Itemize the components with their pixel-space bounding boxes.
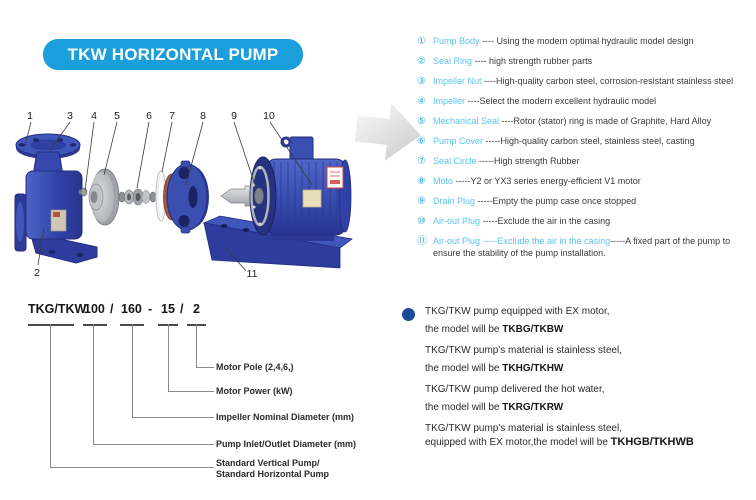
- connector-line: [93, 324, 94, 444]
- item-index: ⑨: [417, 195, 426, 207]
- variant-model-code: TKHGB/TKHWB: [610, 436, 694, 448]
- list-item: [417, 56, 756, 68]
- variant-item: [425, 306, 756, 335]
- list-item: [417, 116, 756, 128]
- part-number: 7: [169, 110, 175, 122]
- list-item: [417, 216, 756, 228]
- model-label-inlet-outlet: Pump Inlet/Outlet Diameter (mm): [216, 439, 357, 449]
- item-index: ①: [417, 36, 426, 47]
- part-name: Seal Ring: [433, 55, 473, 66]
- part-name: Mechanical Seal: [433, 115, 500, 126]
- model-token: /: [110, 302, 114, 316]
- connector-line: [196, 324, 197, 367]
- part-name: Impeller: [433, 95, 466, 106]
- variant-result-prefix: the model will be: [425, 324, 503, 335]
- list-item: [417, 156, 756, 168]
- part-desc: ----High-quality carbon steel, corrosion-resistant stainless steel: [481, 75, 734, 86]
- part-desc: ---- high strength rubber parts: [472, 55, 593, 66]
- variant-result: [425, 402, 756, 413]
- connector-line: [93, 444, 214, 445]
- part-desc: ---- Using the modern optimal hydraulic model design: [479, 36, 694, 46]
- part-number: 5: [114, 110, 120, 122]
- part-name: Pump Cover: [433, 135, 484, 146]
- part-number: 1: [27, 110, 33, 122]
- part-desc: ----Rotor (stator) ring is made of Graphite, Hard Alloy: [499, 115, 712, 126]
- part-number: 4: [91, 110, 97, 122]
- variant-condition: TKG/TKW pump's material is stainless steel,: [425, 423, 622, 434]
- variant-result: [425, 363, 756, 374]
- list-item: [417, 76, 756, 88]
- model-token: -: [148, 302, 153, 316]
- item-index: ⑩: [417, 215, 426, 227]
- connector-line: [196, 367, 214, 368]
- connector-line: [50, 324, 51, 467]
- page-title: TKW HORIZONTAL PUMP: [67, 44, 279, 64]
- token-underline: [83, 324, 107, 326]
- model-label-motor-pole: Motor Pole (2,4,6,): [216, 362, 294, 372]
- list-item: [417, 196, 756, 208]
- model-token: 100: [84, 302, 105, 316]
- model-token: 160: [121, 302, 142, 316]
- list-item: [417, 176, 756, 188]
- variant-model-code: TKHG/TKHW: [502, 363, 564, 374]
- part-name: Pump Body: [433, 36, 480, 46]
- connector-line: [132, 324, 133, 417]
- token-underline: [28, 324, 74, 326]
- part-desc: -----High-quality carbon steel, stainless steel, casting: [483, 135, 695, 146]
- connector-line: [132, 417, 214, 418]
- model-token: /: [180, 302, 184, 316]
- part-name: Seal Circle: [433, 155, 477, 166]
- variant-result: [425, 324, 756, 335]
- connector-line: [168, 324, 169, 391]
- item-index: ④: [417, 95, 426, 107]
- item-index: ②: [417, 55, 426, 67]
- variant-condition: TKG/TKW pump equipped with EX motor,: [425, 306, 610, 317]
- part-name: Drain Plug: [433, 195, 476, 206]
- model-label-pump-type-1: Standard Vertical Pump/: [216, 458, 320, 468]
- variant-result-prefix: the model will be: [425, 363, 503, 374]
- model-variants: [402, 306, 756, 458]
- model-label-pump-type-2: Standard Horizontal Pump: [216, 469, 330, 479]
- item-index: ③: [417, 75, 426, 87]
- model-token: TKG/TKW: [28, 302, 87, 316]
- variant-item: [425, 423, 756, 448]
- item-index: ⑦: [417, 155, 426, 167]
- item-index: ⑤: [417, 115, 426, 127]
- part-desc: -----Y2 or YX3 series energy-efficient V1 motor: [453, 175, 641, 186]
- variant-result: [425, 436, 756, 448]
- part-number: 11: [246, 268, 258, 280]
- part-name: Air-out Plug: [433, 215, 481, 226]
- list-item: [417, 136, 756, 148]
- part-name: Moto: [433, 175, 454, 186]
- part-number: 10: [263, 110, 275, 122]
- model-label-impeller-diameter: Impeller Nominal Diameter (mm): [216, 412, 355, 422]
- connector-line: [50, 467, 214, 468]
- item-index: ⑥: [417, 135, 426, 147]
- part-desc: -----High strength Rubber: [476, 155, 580, 166]
- part-number: 9: [231, 110, 237, 122]
- part-name: Air-out Plug -----Exclude the air in the casing: [433, 235, 611, 246]
- connector-line: [168, 391, 214, 392]
- variant-item: [425, 384, 756, 413]
- part-number: 3: [67, 110, 73, 122]
- part-number: 2: [34, 267, 40, 279]
- part-desc: -----Empty the pump case once stopped: [475, 195, 637, 206]
- part-desc: ----Select the modern excellent hydraulic model: [465, 95, 657, 106]
- parts-list: [417, 36, 756, 259]
- variant-condition: TKG/TKW pump delivered the hot water,: [425, 384, 605, 395]
- variant-result-prefix: equipped with EX motor,the model will be: [425, 437, 611, 448]
- variant-model-code: TKRG/TKRW: [502, 402, 564, 413]
- part-name: Impeller Nut: [433, 75, 482, 86]
- part-desc: -----Exclude the air in the casing: [480, 215, 611, 226]
- item-index: ⑧: [417, 175, 426, 187]
- part-number: 8: [200, 110, 206, 122]
- model-label-motor-power: Motor Power (kW): [216, 386, 293, 396]
- part-number: 6: [146, 110, 152, 122]
- part-desc: -----A fixed part of the pump to ensure the stability of the pump installation.: [433, 235, 731, 258]
- variant-result-prefix: the model will be: [425, 402, 503, 413]
- model-token: 15: [161, 302, 175, 316]
- model-token: 2: [193, 302, 200, 316]
- bullet-icon: [402, 308, 415, 321]
- item-index: ⑪: [417, 235, 427, 247]
- list-item: [417, 96, 756, 108]
- variant-condition: TKG/TKW pump's material is stainless steel,: [425, 345, 622, 356]
- list-item: [417, 236, 756, 259]
- variant-item: [425, 345, 756, 374]
- variant-model-code: TKBG/TKBW: [502, 324, 564, 335]
- list-item: [417, 36, 756, 48]
